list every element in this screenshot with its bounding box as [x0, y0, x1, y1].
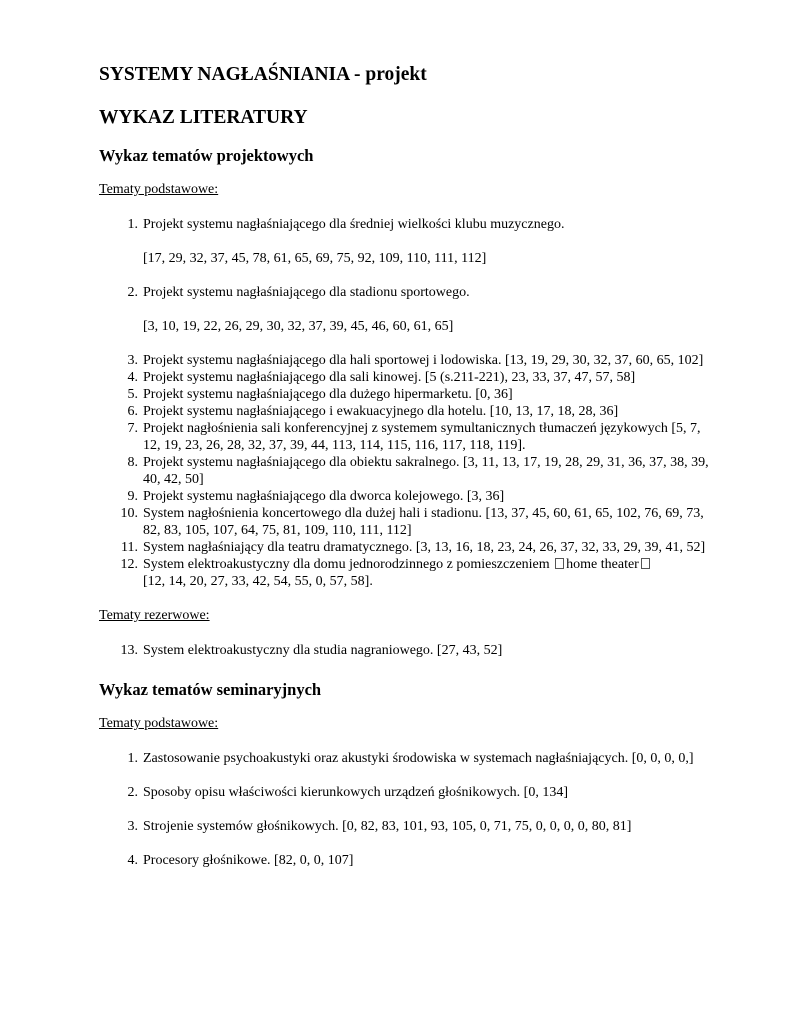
list-item-text: Projekt systemu nagłaśniającego dla sali kinowej. [5 (s.211-221), 23, 33, 37, 47, 57, 58] — [143, 370, 636, 385]
list-item — [99, 750, 709, 767]
list-item-text: Projekt systemu nagłaśniającego dla obiektu sakralnego. [3, 11, 13, 17, 19, 28, 29, 31, 36, 37, 38, 39, 40, 42, 50] — [143, 455, 709, 487]
literature-title: WYKAZ LITERATURY — [99, 107, 308, 128]
reserve-topics-list — [99, 642, 709, 659]
list-item — [99, 420, 709, 454]
list-item-text: Projekt nagłośnienia sali konferencyjnej z systemem symultanicznych tłumaczeń językowych [5, 7, 12, 19, 23, 26, 28, 32, 37, 39, 44, 113, 114, 115, 116, 117, 118, 119]. — [143, 421, 701, 453]
list-item-text: Projekt systemu nagłaśniającego dla hali sportowej i lodowiska. [13, 19, 29, 30, 32, 37, 60, 65, 102] — [143, 353, 704, 368]
list-item-number: 5. — [127, 387, 138, 402]
list-item — [99, 556, 709, 590]
list-item-number: 8. — [127, 455, 138, 470]
list-item-text: Projekt systemu nagłaśniającego i ewakuacyjnego dla hotelu. [10, 13, 17, 18, 28, 36] — [143, 404, 619, 419]
list-item — [99, 505, 709, 539]
list-item — [99, 852, 709, 869]
list-item-text: System nagłaśniający dla teatru dramatycznego. [3, 13, 16, 18, 23, 24, 26, 37, 32, 33, 29, 39, 41, 52] — [143, 540, 706, 555]
list-item-number: 2. — [127, 785, 138, 800]
list-item-number: 12. — [120, 557, 138, 572]
list-item-text: System elektroakustyczny dla studia nagraniowego. [27, 43, 52] — [143, 643, 503, 658]
list-item-text: Projekt systemu nagłaśniającego dla dużego hipermarketu. [0, 36] — [143, 387, 513, 402]
list-item-refs: [3, 10, 19, 22, 26, 29, 30, 32, 37, 39, 45, 46, 60, 61, 65] — [143, 319, 454, 334]
list-item-text: Projekt systemu nagłaśniającego dla średniej wielkości klubu muzycznego. — [143, 217, 565, 232]
list-item — [99, 539, 709, 556]
project-topics-list — [99, 216, 709, 590]
reserve-topics-label: Tematy rezerwowe: — [99, 608, 210, 623]
list-item-number: 1. — [127, 751, 138, 766]
list-item — [99, 454, 709, 488]
document-title: SYSTEMY NAGŁAŚNIANIA - projekt — [99, 64, 427, 85]
list-item-number: 7. — [127, 421, 138, 436]
list-item-number: 10. — [120, 506, 138, 521]
list-item-number: 4. — [127, 370, 138, 385]
list-item — [99, 818, 709, 835]
list-item-text: Strojenie systemów głośnikowych. [0, 82, 83, 101, 93, 105, 0, 71, 75, 0, 0, 0, 0, 80, 81] — [143, 819, 632, 834]
basic-topics-label: Tematy podstawowe: — [99, 182, 219, 197]
seminar-topics-list — [99, 750, 709, 869]
list-item-number: 1. — [127, 217, 138, 232]
missing-glyph-icon — [641, 558, 650, 569]
list-item-text: System nagłośnienia koncertowego dla dużej hali i stadionu. [13, 37, 45, 60, 61, 65, 102, 76, 69, 73, 82, 83, 105, 107, 64, 75, 81, 109, 110, 111, 112] — [143, 506, 704, 538]
list-item — [99, 642, 709, 659]
list-item — [99, 403, 709, 420]
list-item-number: 11. — [121, 540, 138, 555]
seminar-topics-heading: Wykaz tematów seminaryjnych — [99, 680, 322, 699]
list-item — [99, 352, 709, 369]
document-page — [99, 62, 709, 869]
list-item-number: 4. — [127, 853, 138, 868]
list-item-text: Procesory głośnikowe. [82, 0, 0, 107] — [143, 853, 354, 868]
list-item-number: 3. — [127, 353, 138, 368]
list-item-number: 6. — [127, 404, 138, 419]
list-item-number: 13. — [120, 643, 138, 658]
list-item-text: Sposoby opisu właściwości kierunkowych urządzeń głośnikowych. [0, 134] — [143, 785, 568, 800]
list-item-refs: [12, 14, 20, 27, 33, 42, 54, 55, 0, 57, 58]. — [143, 574, 373, 589]
list-item — [99, 784, 709, 801]
list-item-text: Projekt systemu nagłaśniającego dla dworca kolejowego. [3, 36] — [143, 489, 505, 504]
list-item-number: 2. — [127, 285, 138, 300]
list-item — [99, 216, 709, 267]
missing-glyph-icon — [555, 558, 564, 569]
list-item-text: Projekt systemu nagłaśniającego dla stadionu sportowego. — [143, 285, 470, 300]
list-item-quoted-term: home theater — [566, 557, 639, 572]
list-item-text — [143, 556, 709, 590]
list-item — [99, 488, 709, 505]
list-item — [99, 284, 709, 335]
seminar-basic-topics-label: Tematy podstawowe: — [99, 716, 219, 731]
list-item-number: 9. — [127, 489, 138, 504]
list-item-refs: [17, 29, 32, 37, 45, 78, 61, 65, 69, 75, 92, 109, 110, 111, 112] — [143, 251, 487, 266]
list-item-number: 3. — [127, 819, 138, 834]
list-item — [99, 369, 709, 386]
list-item-text: Zastosowanie psychoakustyki oraz akustyki środowiska w systemach nagłaśniających. [0, 0, 0, 0,] — [143, 751, 694, 766]
project-topics-heading: Wykaz tematów projektowych — [99, 146, 314, 165]
list-item — [99, 386, 709, 403]
list-item-text-part: System elektroakustyczny dla domu jednorodzinnego z pomieszczeniem — [143, 557, 550, 572]
